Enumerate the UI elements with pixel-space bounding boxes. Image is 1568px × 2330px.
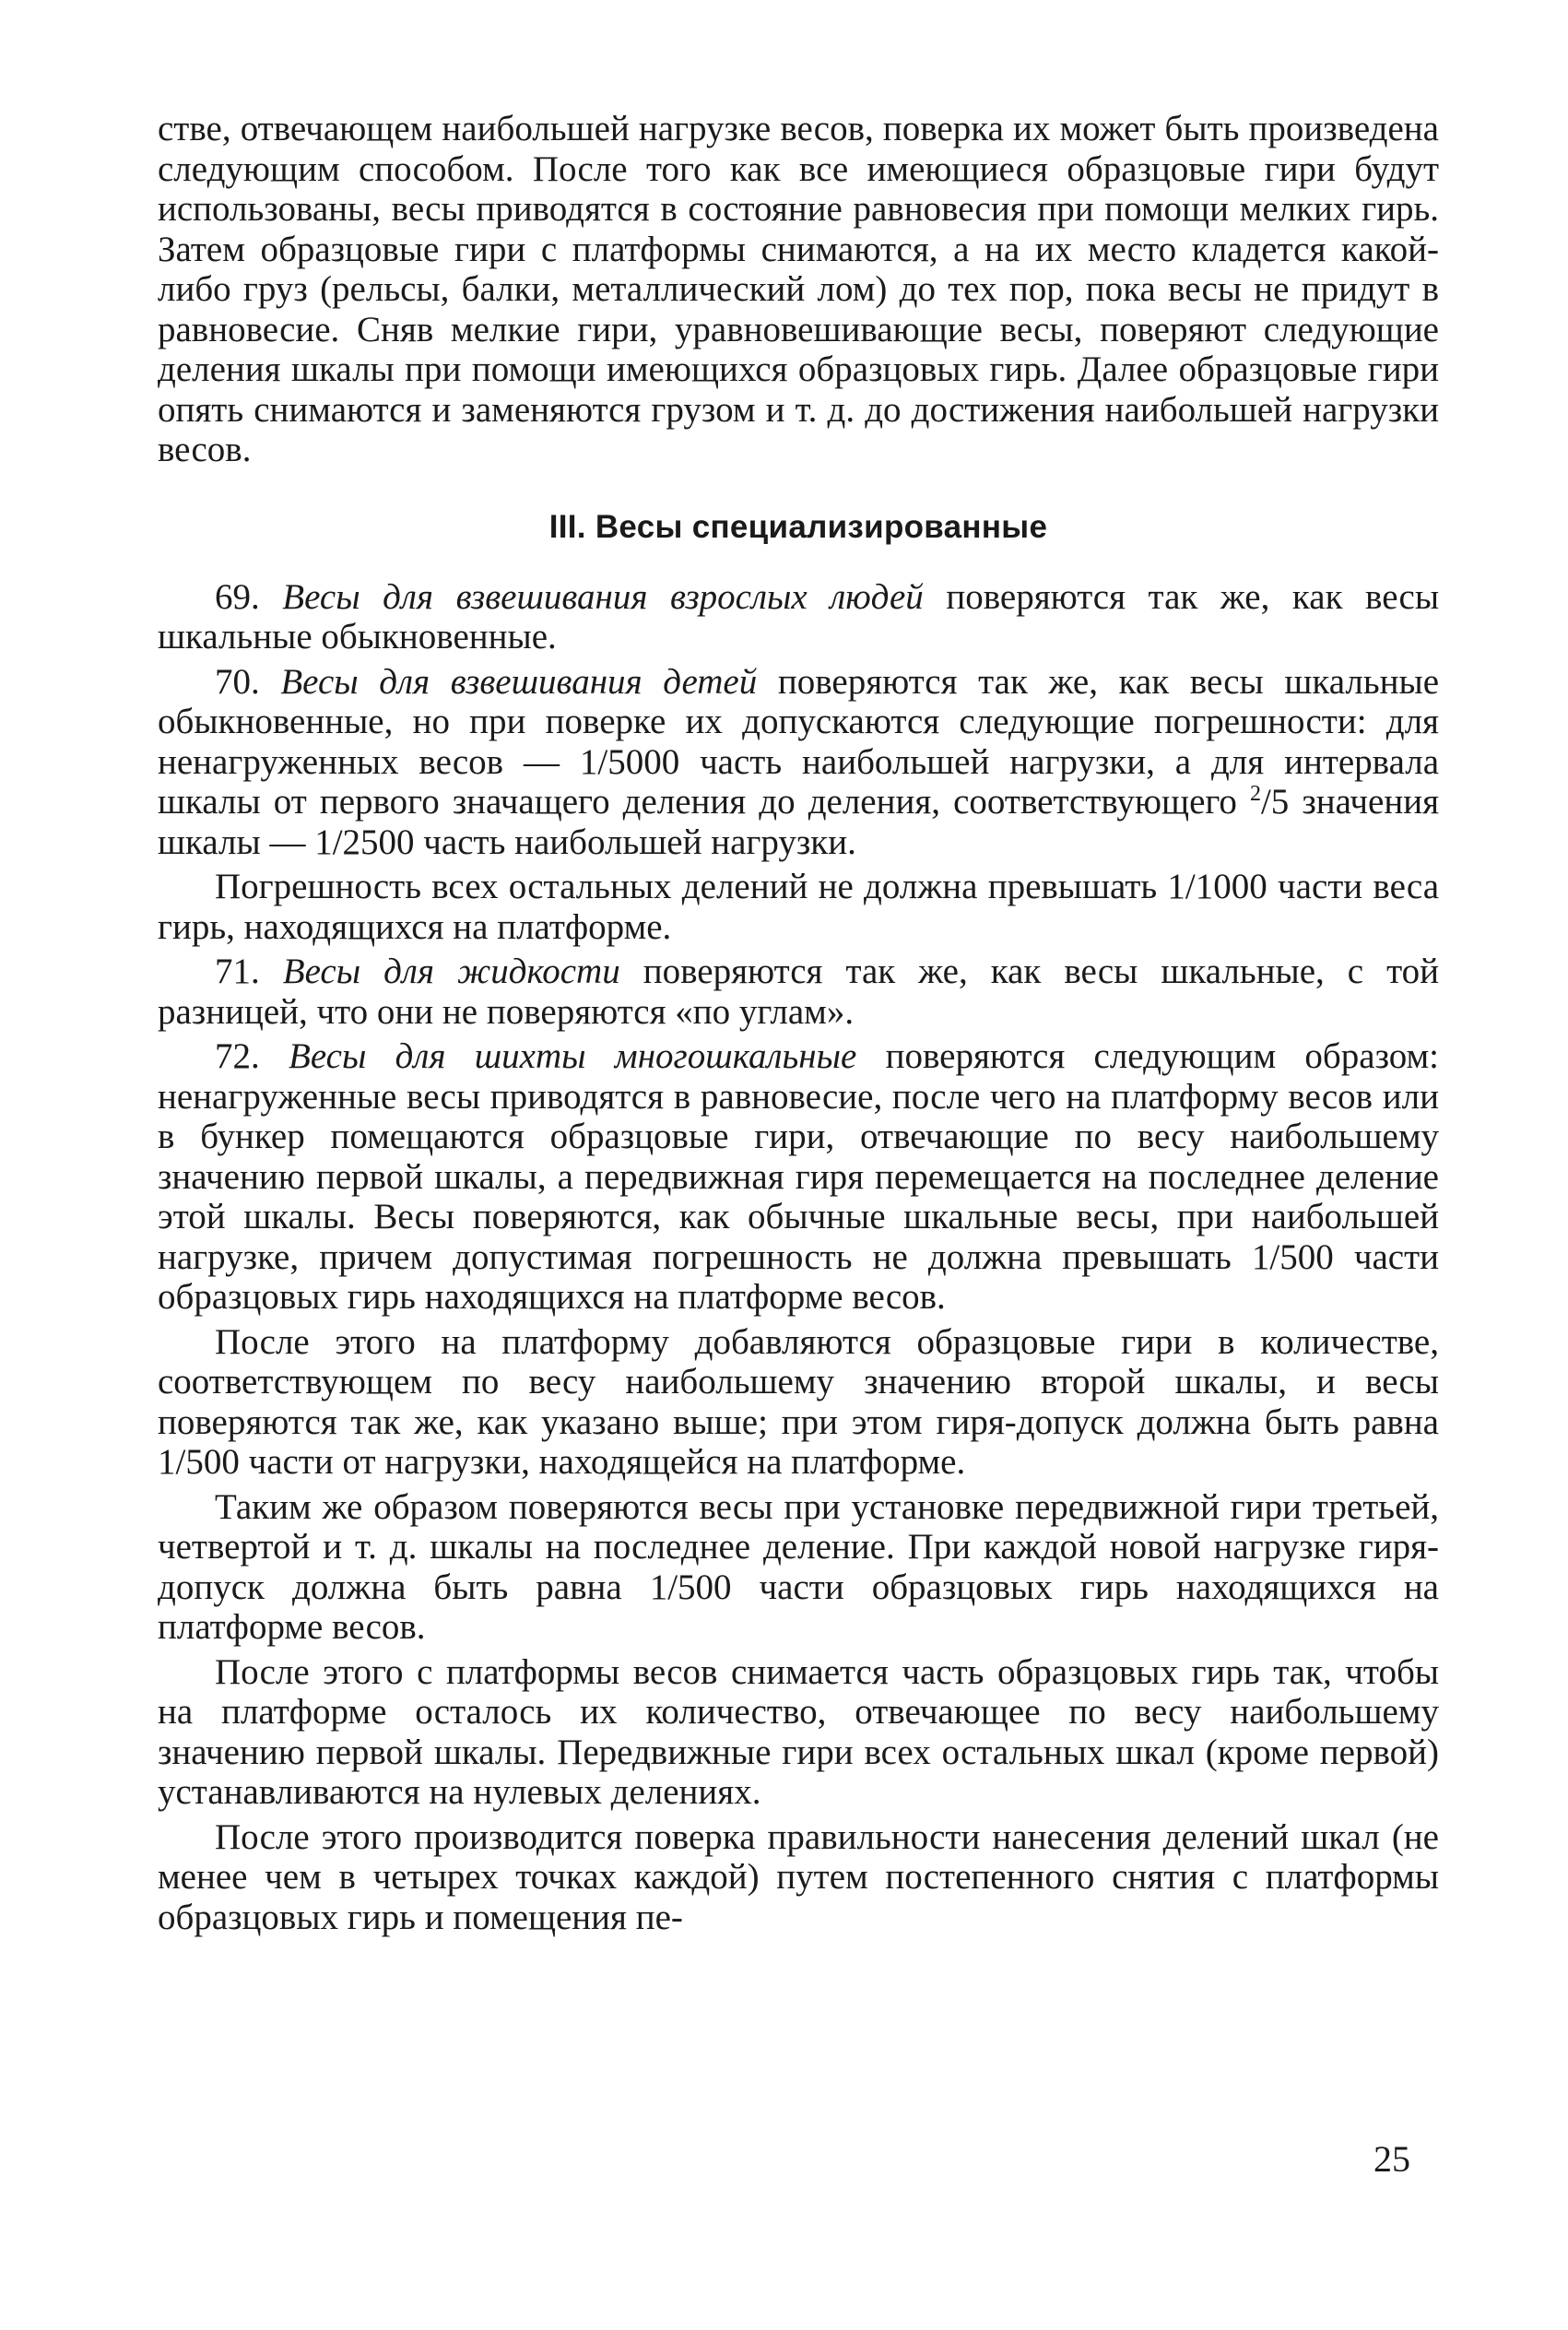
paragraph-71 [158,952,1439,1032]
document-page [158,109,1439,1937]
lead-72: Весы для шихты многошкальные [289,1036,857,1076]
body-70a: поверяются так же, как весы шкальные обыкновенные, но при поверке их допускаются следующие погрешности: для ненагруженных весов — 1/5000 часть наибольшей нагрузки, а для интервала шкалы от первого значащего деления до деления, соответствующего [158,661,1440,822]
paragraph-72-division-check: После этого производится поверка правильности нанесения делений шкал (не менее чем в четырех точках каждой) путем постепенного снятия с платформы образцовых гирь и помещения пе- [158,1816,1439,1937]
body-71: поверяются так же, как весы шкальные, с той разницей, что они не поверяются «по углам». [158,952,1440,1032]
lead-70: Весы для взвешивания детей [280,661,758,702]
fraction-numerator: 2 [1249,782,1261,806]
paragraph-72-remove-weights: После этого с платформы весов снимается часть образцовых гирь так, чтобы на платформе осталось их количество, отвечающее по весу наибольшему значению первой шкалы. Передвижные гири всех остальных шкал (кроме первой) устанавливаются на нулевых делениях. [158,1651,1439,1812]
item-number-69: 69. [215,576,260,617]
body-72: поверяются следующим образом: ненагруженные весы приводятся в равновесие, после чего на платформу весов или в бункер помещаются образцовые гири, отвечающие по весу наибольшему значению первой шкалы, а передвижная гиря перемещается на последнее деление этой шкалы. Весы поверяются, как обычные шкальные весы, при наибольшей нагрузке, причем допустимая погрешность не должна превышать 1/500 части образцовых гирь находящихся на платформе весов. [158,1036,1440,1317]
body-69: поверяются так же, как весы шкальные обыкновенные. [158,576,1440,656]
paragraph-69 [158,577,1439,657]
page-number: 25 [1373,2138,1410,2180]
paragraph-intro: стве, отвечающем наибольшей нагрузке весов, поверка их может быть произведена следующим способом. После того как все имеющиеся образцовые гири будут использованы, весы приводятся в состояние равновесия при помощи мелких гирь. Затем образцовые гири с платформы снимаются, а на их место кладется какой-либо груз (рельсы, балки, металлический лом) до тех пор, пока весы не придут в равновесие. Сняв мелкие гири, уравновешивающие весы, поверяют следующие деления шкалы при помощи имеющихся образцовых гирь. Далее образцовые гири опять снимаются и заменяются грузом и т. д. до достижения наибольшей нагрузки весов. [158,109,1439,469]
item-number-72: 72. [215,1036,260,1076]
paragraph-72 [158,1036,1439,1318]
paragraph-72-further-scales: Таким же образом поверяются весы при установке передвижной гири третьей, четвертой и т. д. шкалы на последнее деление. При каждой новой нагрузке гиря-допуск должна быть равна 1/500 части образцовых гирь находящихся на платформе весов. [158,1486,1439,1647]
lead-69: Весы для взвешивания взрослых людей [282,576,924,617]
paragraph-70-tolerance: Погрешность всех остальных делений не должна превышать 1/1000 части веса гирь, находящихся на платформе. [158,867,1439,947]
paragraph-70 [158,662,1439,863]
paragraph-72-second-scale: После этого на платформу добавляются образцовые гири в количестве, соответствующем по весу наибольшему значению второй шкалы, и весы поверяются так же, как указано выше; при этом гиря-допуск должна быть равна 1/500 части от нагрузки, находящейся на платформе. [158,1321,1439,1482]
body-70b: значения шкалы — 1/2500 часть наибольшей нагрузки. [158,782,1440,862]
section-heading: III. Весы специализированные [548,508,1048,545]
item-number-70: 70. [215,661,260,702]
fraction-denominator: /5 [1260,782,1290,822]
lead-71: Весы для жидкости [282,952,620,991]
item-number-71: 71. [215,952,260,991]
